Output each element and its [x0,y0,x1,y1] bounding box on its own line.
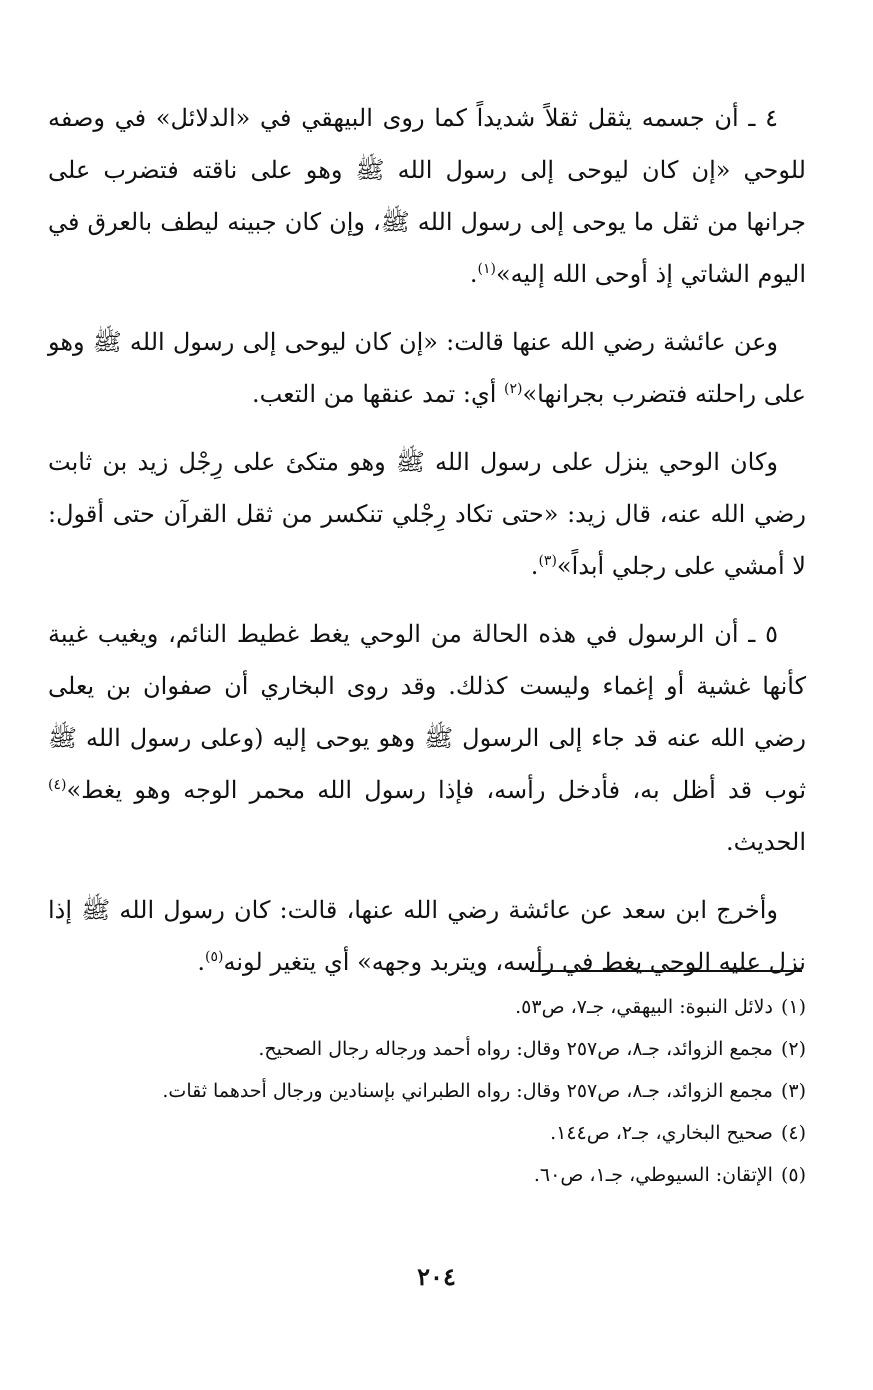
footnote-3: (٣)مجمع الزوائد، جـ٨، ص٢٥٧ وقال: رواه الطبراني بإسنادين ورجال أحدهما ثقات. [162,1080,806,1102]
paragraph-4: ٥ ـ أن الرسول في هذه الحالة من الوحي يغط غطيط النائم، ويغيب غيبة كأنها غشية أو إغماء وليست كذلك. وقد روى البخاري أن صفوان بن يعلى رضي الله عنه قد جاء إلى الرسول ﷺ وهو يوحى إليه (وعلى رسول الله ﷺ ثوب قد أظل به، فأدخل رأسه، فإذا رسول الله محمر الوجه وهو يغط»$^{(٤)}$ الحديث. [48,620,806,856]
paragraph-5: وأخرج ابن سعد عن عائشة رضي الله عنها، قالت: كان رسول الله ﷺ إذا نزل عليه الوحي يغط في رأسه، ويتربد وجهه» أي يتغير لونه$^{(٥)}$. [48,896,806,976]
main-text [48,92,806,1004]
footnote-ref-5: (٥) [205,949,224,965]
footnote-2: (٢)مجمع الزوائد، جـ٨، ص٢٥٧ وقال: رواه أحمد ورجاله رجال الصحيح. [258,1038,806,1060]
footnote-ref-3: (٣) [538,553,557,569]
footnote-1: (١)دلائل النبوة: البيهقي، جـ٧، ص٥٣. [515,996,806,1018]
page-number: ٢٠٤ [417,1262,456,1291]
paragraph-2: وعن عائشة رضي الله عنها قالت: «إن كان ليوحى إلى رسول الله ﷺ وهو على راحلته فتضرب بجرانها»$^{(٢)}$ أي: تمد عنقها من التعب. [48,328,806,408]
footnote-ref-1: (١) [477,261,496,277]
footnote-4: (٤)صحيح البخاري، جـ٢، ص١٤٤. [550,1122,806,1144]
footnote-ref-4: (٤) [48,777,67,793]
footnote-5: (٥)الإتقان: السيوطي، جـ١، ص٦٠. [533,1164,806,1186]
paragraph-1: ٤ ـ أن جسمه يثقل ثقلاً شديداً كما روى البيهقي في «الدلائل» في وصفه للوحي «إن كان ليوحى إلى رسول الله ﷺ وهو على ناقته فتضرب على جرانها من ثقل ما يوحى إلى رسول الله ﷺ، وإن كان جبينه ليطف بالعرق في اليوم الشاتي إذ أوحى الله إليه»$^{(١)}$. [48,104,806,288]
footnote-ref-2: (٢) [504,381,523,397]
footnote-separator [530,970,802,972]
paragraph-3: وكان الوحي ينزل على رسول الله ﷺ وهو متكئ على رِجْل زيد بن ثابت رضي الله عنه، قال زيد: «حتى تكاد رِجْلي تنكسر من ثقل القرآن حتى أقول: لا أمشي على رجلي أبداً»$^{(٣)}$. [48,448,806,580]
footnotes [48,988,806,1198]
